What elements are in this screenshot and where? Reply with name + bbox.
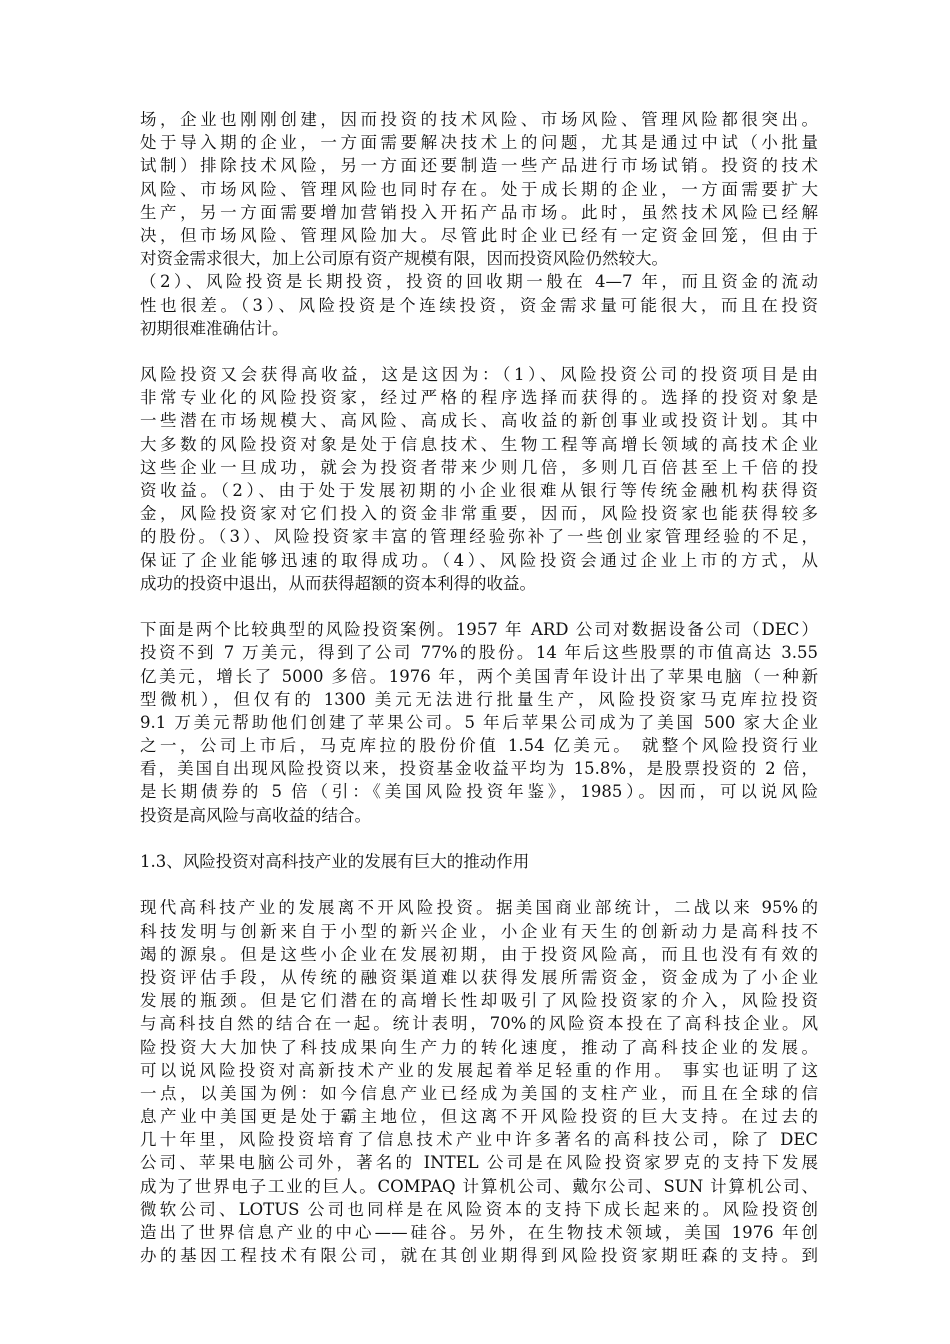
text-line: 风险、市场风险、管理风险也同时存在。处于成长期的企业，一方面需要扩大 bbox=[140, 179, 818, 199]
text-line: 公司、苹果电脑公司外，著名的 INTEL 公司是在风险投资家罗克的支持下发展 bbox=[140, 1153, 818, 1173]
text-line: 一点，以美国为例：如今信息产业已经成为美国的支柱产业，而且在全球的信 bbox=[140, 1083, 818, 1103]
text-line: 成功的投资中退出，从而获得超额的资本利得的收益。 bbox=[140, 573, 536, 593]
text-line: 亿美元，增长了 5000 多倍。1976 年，两个美国青年设计出了苹果电脑（一种新 bbox=[140, 666, 818, 686]
text-line: 下面是两个比较典型的风险投资案例。1957 年 ARD 公司对数据设备公司（DEC） bbox=[140, 620, 818, 640]
text-line: 之一，公司上市后，马克库拉的股份价值 1.54 亿美元。 就整个风险投资行业 bbox=[140, 736, 818, 756]
text-line: 竭的源泉。但是这些小企业在发展初期，由于投资风险高，而且也没有有效的 bbox=[140, 944, 818, 964]
text-line: 几十年里，风险投资培育了信息技术产业中许多著名的高科技公司，除了 DEC bbox=[140, 1130, 818, 1150]
text-line: 息产业中美国更是处于霸主地位，但这离不开风险投资的巨大支持。在过去的 bbox=[140, 1107, 818, 1127]
text-line: 与高科技自然的结合在一起。统计表明，70%的风险资本投在了高科技企业。风 bbox=[140, 1014, 818, 1034]
text-line: 可以说风险投资对高新技术产业的发展起着举足轻重的作用。 事实也证明了这 bbox=[140, 1060, 818, 1080]
paragraph-risk-stages bbox=[140, 108, 818, 340]
text-line: 科技发明与创新来自于小型的新兴企业，小企业有天生的创新动力是高科技不 bbox=[140, 921, 818, 941]
paragraph-high-tech-impact bbox=[140, 896, 818, 1267]
text-line: 初期很难准确估计。 bbox=[140, 318, 289, 338]
document-page bbox=[140, 108, 818, 1291]
text-line: 成为了世界电子工业的巨人。COMPAQ 计算机公司、戴尔公司、SUN 计算机公司、 bbox=[140, 1176, 818, 1196]
text-line: 试制）排除技术风险，另一方面还要制造一些产品进行市场试销。投资的技术 bbox=[140, 156, 818, 176]
text-line: 9.1 万美元帮助他们创建了苹果公司。5 年后苹果公司成为了美国 500 家大企业 bbox=[140, 712, 818, 732]
text-line: 看，美国自出现风险投资以来，投资基金收益平均为 15.8%，是股票投资的 2 倍， bbox=[140, 759, 818, 779]
text-line: 造出了世界信息产业的中心——硅谷。另外，在生物技术领域，美国 1976 年创 bbox=[140, 1223, 818, 1243]
text-line: 风险投资又会获得高收益，这是这因为：（1）、风险投资公司的投资项目是由 bbox=[140, 365, 818, 385]
text-line: 的股份。（3）、风险投资家丰富的管理经验弥补了一些创业家管理经验的不足， bbox=[140, 527, 818, 547]
paragraph-case-studies bbox=[140, 618, 818, 827]
text-line: 是长期债券的 5 倍（引：《美国风险投资年鉴》，1985）。因而，可以说风险 bbox=[140, 782, 818, 802]
text-line: 投资是高风险与高收益的结合。 bbox=[140, 805, 371, 825]
text-line: 金，风险投资家对它们投入的资金非常重要，因而，风险投资家也能获得较多 bbox=[140, 504, 818, 524]
text-line: 一些潜在市场规模大、高风险、高成长、高收益的新创事业或投资计划。其中 bbox=[140, 411, 818, 431]
text-line: 大多数的风险投资对象是处于信息技术、生物工程等高增长领域的高技术企业 bbox=[140, 434, 818, 454]
text-line: 场，企业也刚刚创建，因而投资的技术风险、市场风险、管理风险都很突出。 bbox=[140, 110, 818, 129]
text-line: 保证了企业能够迅速的取得成功。（4）、风险投资会通过企业上市的方式，从 bbox=[140, 550, 818, 570]
text-line: 资收益。（2）、由于处于发展初期的小企业很难从银行等传统金融机构获得资 bbox=[140, 481, 818, 500]
text-line: 非常专业化的风险投资家，经过严格的程序选择而获得的。选择的投资对象是 bbox=[140, 388, 818, 408]
text-line: （2）、风险投资是长期投资，投资的回收期一般在 4—7 年，而且资金的流动 bbox=[140, 272, 818, 292]
text-line: 微软公司、LOTUS 公司也同样是在风险资本的支持下成长起来的。风险投资创 bbox=[140, 1199, 818, 1219]
text-line: 险投资大大加快了科技成果向生产力的转化速度，推动了高科技企业的发展。 bbox=[140, 1037, 818, 1057]
text-line: 投资不到 7 万美元，得到了公司 77%的股份。14 年后这些股票的市值高达 3.55 bbox=[140, 643, 818, 663]
text-line: 投资评估手段，从传统的融资渠道难以获得发展所需资金，资金成为了小企业 bbox=[140, 967, 818, 987]
text-line: 处于导入期的企业，一方面需要解决技术上的问题，尤其是通过中试（小批量 bbox=[140, 133, 818, 153]
text-line: 发展的瓶颈。但是它们潜在的高增长性却吸引了风险投资家的介入，风险投资 bbox=[140, 991, 818, 1011]
text-line: 现代高科技产业的发展离不开风险投资。据美国商业部统计，二战以来 95%的 bbox=[140, 898, 818, 918]
text-line: 决，但市场风险、管理风险加大。尽管此时企业已经有一定资金回笼，但由于 bbox=[140, 225, 818, 245]
text-line: 性也很差。（3）、风险投资是个连续投资，资金需求量可能很大，而且在投资 bbox=[140, 295, 818, 315]
text-line: 对资金需求很大，加上公司原有资产规模有限，因而投资风险仍然较大。 bbox=[140, 249, 668, 269]
text-line: 这些企业一旦成功，就会为投资者带来少则几倍，多则几百倍甚至上千倍的投 bbox=[140, 457, 818, 477]
text-line: 办的基因工程技术有限公司，就在其创业期得到风险投资家期旺森的支持。到 bbox=[140, 1246, 818, 1266]
paragraph-high-returns bbox=[140, 363, 818, 595]
text-line: 生产，另一方面需要增加营销投入开拓产品市场。此时，虽然技术风险已经解 bbox=[140, 202, 818, 222]
text-line: 型微机），但仅有的 1300 美元无法进行批量生产，风险投资家马克库拉投资 bbox=[140, 689, 818, 709]
section-heading: 1.3、风险投资对高科技产业的发展有巨大的推动作用 bbox=[140, 852, 530, 871]
